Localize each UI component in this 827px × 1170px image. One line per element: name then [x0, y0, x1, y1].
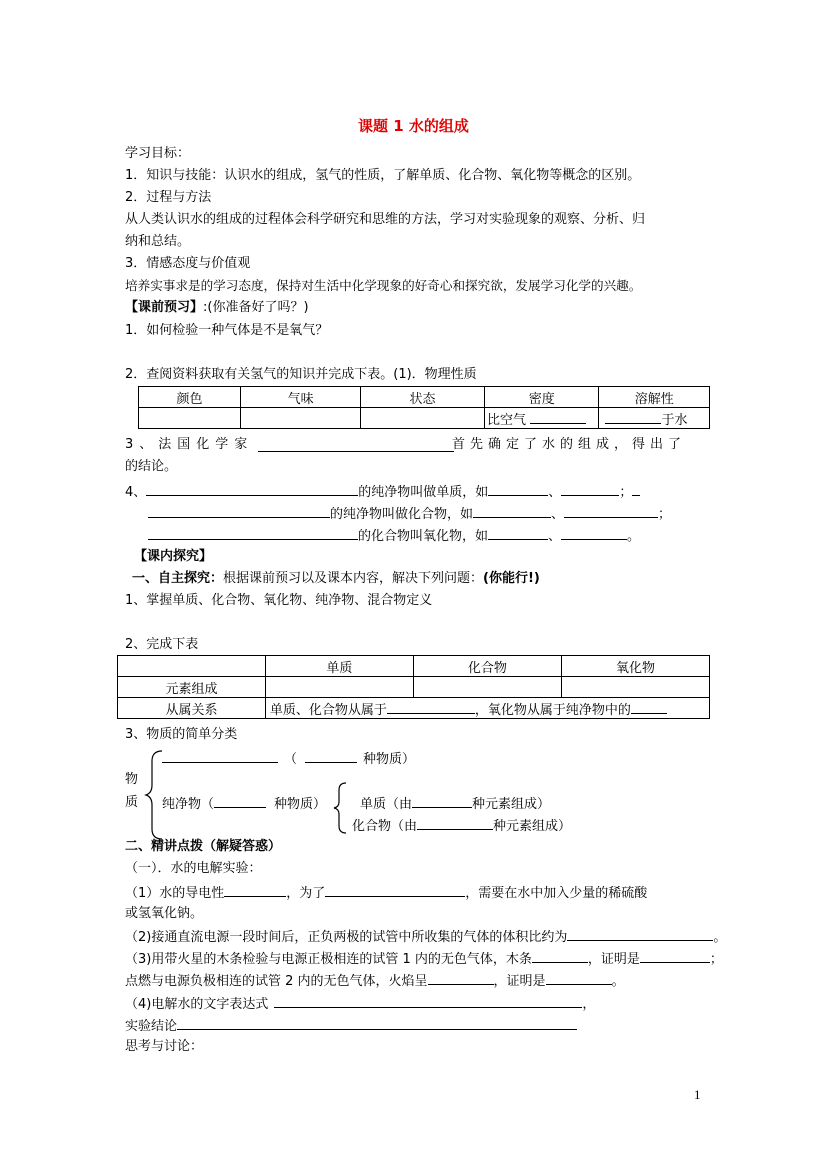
electrolysis-item-3-cont: [125, 971, 625, 991]
table-header-compound: 化合物: [413, 656, 561, 677]
table-cell-density[interactable]: [484, 408, 598, 429]
table-row-label-composition: 元素组成: [118, 677, 266, 698]
anode-result-blank[interactable]: [532, 949, 588, 963]
oxide-definition-blank[interactable]: [148, 526, 358, 540]
electrolysis-item-1: [125, 883, 647, 903]
inclass-item-2: 2、完成下表: [125, 637, 199, 652]
table-header-solubility: 溶解性: [599, 387, 710, 408]
anode-gas-blank[interactable]: [640, 949, 710, 963]
table-header-density: 密度: [484, 387, 598, 408]
table-header-state: 状态: [361, 387, 485, 408]
proof-text: ，证明是: [493, 974, 546, 989]
compound-class-end: 种元素组成）: [493, 819, 572, 834]
pure-substance-label: 纯净物（: [162, 797, 215, 812]
compound-example-2-blank[interactable]: [564, 504, 658, 518]
line-end: ；: [709, 952, 723, 967]
table-cell-empty: [118, 656, 266, 677]
element-example-1-blank[interactable]: [488, 482, 548, 496]
table-cell-element-composition[interactable]: [265, 677, 413, 698]
table-row: [139, 387, 710, 408]
table-cell-solubility[interactable]: [599, 408, 710, 429]
purpose-text: ，为了: [286, 886, 326, 901]
table-cell-oxide-composition[interactable]: [561, 677, 709, 698]
relation-blank-2[interactable]: [631, 700, 667, 714]
density-blank[interactable]: [530, 410, 586, 424]
question-4-number: 4、: [125, 485, 147, 500]
acid-text: ，需要在水中加入少量的稀硫酸: [465, 886, 648, 901]
line-end: ，: [582, 997, 596, 1012]
discussion-label: 思考与讨论：: [125, 1039, 204, 1054]
objective-2-text-b: 纳和总结。: [125, 234, 191, 249]
table-cell-relation[interactable]: [265, 698, 709, 719]
table-cell-state[interactable]: [361, 408, 485, 429]
table-row-label-relation: 从属关系: [118, 698, 266, 719]
electrolysis-item-3: [125, 949, 723, 969]
preview-heading: 【课前预习】: [125, 300, 204, 315]
compound-class-label: 化合物（由: [352, 819, 418, 834]
mixture-count-blank[interactable]: [305, 749, 357, 763]
mixture-line: [162, 749, 415, 769]
page-title: 课题 1 水的组成: [358, 117, 469, 135]
equation-blank[interactable]: [274, 994, 582, 1008]
element-example-2-blank[interactable]: [561, 482, 619, 496]
line-end: ；: [619, 485, 633, 500]
classification-table: [117, 655, 710, 719]
element-count-blank[interactable]: [412, 794, 472, 808]
self-inquiry-heading: 一、自主探究：: [132, 571, 224, 586]
element-definition-text: 的纯净物叫做单质，如: [358, 485, 489, 500]
preview-question-4-line-1: [125, 482, 640, 502]
element-definition-blank[interactable]: [146, 482, 358, 496]
table-header-odor: 气味: [241, 387, 361, 408]
table-header-element: 单质: [265, 656, 413, 677]
section-2-heading: 二、精讲点拨（解疑答惑）: [125, 839, 282, 854]
oxide-example-1-blank[interactable]: [488, 526, 548, 540]
pure-substance-line: [162, 794, 326, 814]
table-row: [118, 677, 710, 698]
objective-3-text: 培养实事求是的学习态度，保持对生活中化学现象的好奇心和探究欲，发展学习化学的兴趣。: [125, 278, 642, 293]
conductivity-blank[interactable]: [224, 883, 286, 897]
preview-question-1: 1．如何检验一种气体是不是氧气？: [125, 323, 329, 338]
preview-heading-line: [125, 299, 309, 317]
electrolysis-item-2: [125, 927, 726, 947]
table-row: [139, 408, 710, 429]
conclusion-line: [125, 1016, 577, 1036]
element-class-line: [360, 794, 550, 814]
line-end: 。: [627, 529, 641, 544]
preview-question-3-label: 3、法国化学家: [125, 437, 254, 452]
element-class-end: 种元素组成）: [472, 797, 551, 812]
pure-count-blank[interactable]: [214, 794, 266, 808]
compound-example-1-blank[interactable]: [473, 504, 551, 518]
table-cell-odor[interactable]: [241, 408, 361, 429]
line-end: 。: [611, 974, 625, 989]
objective-2-text-a: 从人类认识水的组成的过程体会科学研究和思维的方法，学习对实验现象的观察、分析、归: [125, 212, 646, 227]
substance-label-zhi: 质: [125, 795, 139, 810]
table-header-oxide: 氧化物: [561, 656, 709, 677]
objective-1: 1．知识与技能：认识水的组成，氢气的性质，了解单质、化合物、氧化物等概念的区别。: [125, 168, 641, 183]
table-cell-color[interactable]: [139, 408, 241, 429]
cathode-test-text: 点燃与电源负极相连的试管 2 内的无色气体，火焰呈: [125, 974, 428, 989]
objective-2: 2．过程与方法: [125, 190, 212, 205]
cathode-gas-blank[interactable]: [546, 971, 612, 985]
relation-blank-1[interactable]: [387, 700, 475, 714]
inclass-item-1: 1、掌握单质、化合物、氧化物、纯净物、混合物定义: [125, 593, 433, 608]
solubility-blank[interactable]: [605, 410, 661, 424]
separator: 、: [548, 485, 562, 500]
purpose-blank[interactable]: [325, 883, 465, 897]
inclass-item-3: 3、物质的简单分类: [125, 727, 238, 742]
preview-question-2: 2．查阅资料获取有关氢气的知识并完成下表。(1)．物理性质: [125, 367, 477, 382]
preview-question-3-text: 首先确定了水的组成，得出了: [452, 437, 687, 452]
preview-question-4-line-2: [148, 504, 671, 524]
chemist-blank[interactable]: [258, 438, 454, 452]
mixture-name-blank[interactable]: [162, 749, 278, 763]
flame-color-blank[interactable]: [428, 971, 494, 985]
volume-ratio-text: （2)接通直流电源一段时间后，正负两极的试管中所收集的气体的体积比约为: [125, 930, 568, 945]
mixture-end: 种物质）: [363, 752, 416, 767]
line-end: ；: [658, 507, 672, 522]
compound-class-line: [352, 816, 571, 836]
self-inquiry-end: (你能行!): [483, 571, 540, 586]
relation-text-b: ，氧化物从属于纯净物中的: [474, 702, 631, 718]
oxide-definition-text: 的化合物叫氧化物，如: [358, 529, 489, 544]
line-end: 。: [713, 930, 727, 945]
preview-question-4-line-3: [148, 526, 640, 546]
conductivity-text: （1）水的导电性: [125, 886, 225, 901]
electrolysis-item-1-end: 或氢氧化钠。: [125, 906, 204, 921]
table-cell-compound-composition[interactable]: [413, 677, 561, 698]
electrolysis-heading: （一）．水的电解实验：: [125, 861, 262, 876]
compound-definition-text: 的纯净物叫做化合物，如: [330, 507, 474, 522]
proof-text: ，证明是: [587, 952, 640, 967]
objective-3: 3．情感态度与价值观: [125, 256, 251, 271]
self-inquiry-text: 根据课前预习以及课本内容，解决下列问题：: [223, 571, 484, 586]
separator: 、: [551, 507, 565, 522]
inclass-heading: 【课内探究】: [134, 549, 213, 564]
oxide-example-2-blank[interactable]: [561, 526, 627, 540]
table-row: [118, 698, 710, 719]
preview-heading-note: :(你准备好了吗？): [203, 300, 309, 315]
trailing-rule: [632, 482, 640, 496]
density-prefix: 比空气: [486, 412, 526, 428]
relation-text-a: 单质、化合物从属于: [269, 702, 387, 718]
anode-test-text: （3)用带火星的木条检验与电源正极相连的试管 1 内的无色气体，木条: [125, 952, 532, 967]
conclusion-label: 实验结论: [125, 1019, 178, 1034]
conclusion-blank[interactable]: [177, 1016, 577, 1030]
paren-open: （: [284, 752, 298, 767]
separator: 、: [548, 529, 562, 544]
solubility-suffix: 于水: [661, 412, 688, 428]
preview-question-3-end: 的结论。: [125, 459, 178, 474]
element-class-label: 单质（由: [360, 797, 413, 812]
substance-label-wu: 物: [125, 772, 139, 787]
table-row: [118, 656, 710, 677]
electrolysis-item-4: [125, 994, 595, 1014]
objectives-heading: 学习目标：: [125, 146, 191, 161]
table-header-color: 颜色: [139, 387, 241, 408]
pure-substance-end: 种物质）: [274, 797, 327, 812]
page-number: 1: [694, 1087, 701, 1102]
compound-count-blank[interactable]: [417, 816, 493, 830]
hydrogen-properties-table: [138, 386, 710, 429]
pure-substance-brace: [330, 780, 352, 836]
volume-ratio-blank[interactable]: [567, 927, 713, 941]
equation-text: （4)电解水的文字表达式: [125, 997, 269, 1012]
self-inquiry-line: [132, 570, 540, 588]
compound-definition-blank[interactable]: [148, 504, 330, 518]
